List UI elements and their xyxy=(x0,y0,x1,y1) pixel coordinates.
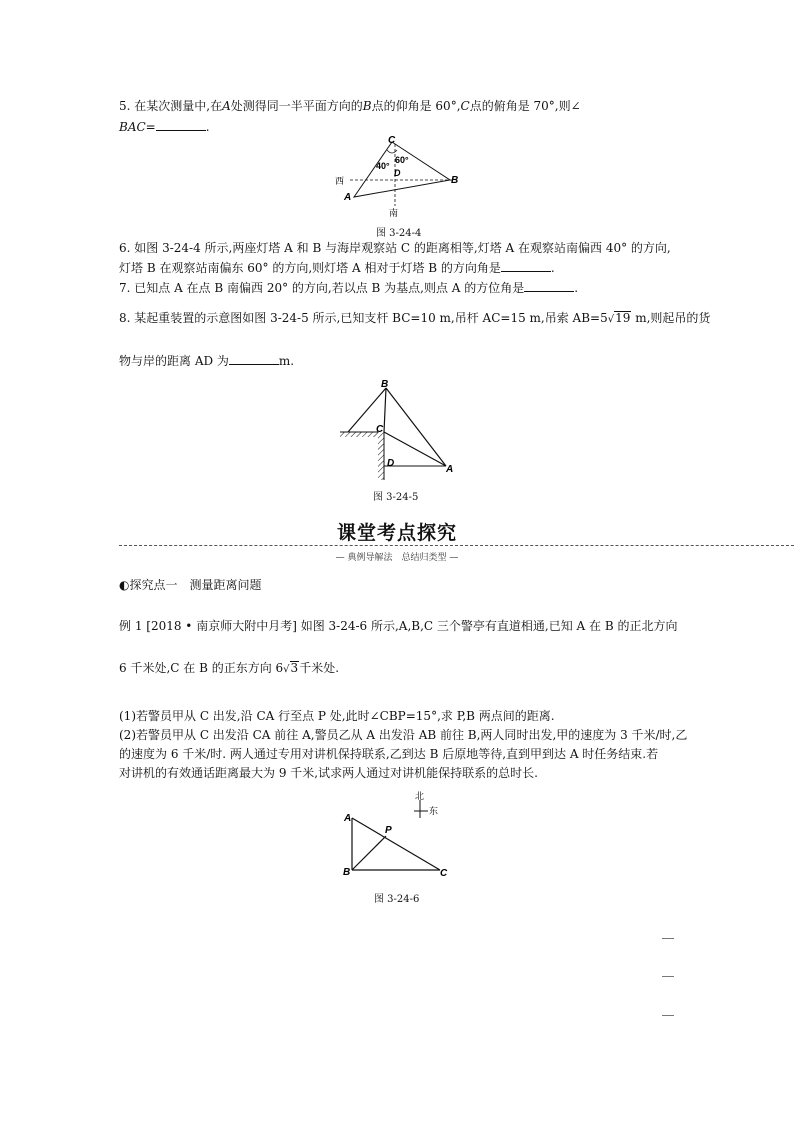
rope-ab xyxy=(386,388,446,466)
figure-caption: 图 3-24-6 xyxy=(374,894,420,905)
label-c: C xyxy=(376,424,384,435)
q6-period: . xyxy=(550,261,555,275)
support-bc xyxy=(384,388,386,432)
topic-bullet-icon: ◐ xyxy=(119,578,130,592)
margin-mark xyxy=(662,1015,674,1016)
example-1-line2 xyxy=(119,660,339,678)
q8-text: 物与岸的距离 AD 为 xyxy=(119,354,229,368)
label-c: C xyxy=(388,135,396,146)
figure-3-24-5 xyxy=(336,378,466,486)
compass-east-label: 东 xyxy=(429,806,439,816)
question-8-line1 xyxy=(119,310,710,328)
question-5-line2 xyxy=(119,118,210,135)
answer-blank[interactable] xyxy=(156,118,206,131)
margin-mark xyxy=(662,938,674,939)
q5-text: 处测得同一半平面方向的 xyxy=(230,99,363,113)
answer-blank[interactable] xyxy=(229,352,279,365)
sqrt-radicand: 3 xyxy=(290,661,299,675)
question-6-line1: 6. 如图 3-24-4 所示,两座灯塔 A 和 B 与海岸观察站 C 的距离相等,灯塔 A 在观察站南偏西 40° 的方向, xyxy=(119,241,671,255)
label-b: B xyxy=(343,867,351,878)
angle-arc xyxy=(387,150,397,153)
q5-text: 点的仰角是 60°, xyxy=(371,99,461,113)
example-text: 千米处. xyxy=(299,661,340,675)
example-part-2-line2: 的速度为 6 千米/时. 两人通过专用对讲机保持联系,乙到达 B 后原地等待,直到甲到达 A 时任务结束.若 xyxy=(119,747,659,761)
q7-text: 7. 已知点 A 在点 B 南偏西 20° 的方向,若以点 B 为基点,则点 A 的方位角是 xyxy=(119,281,525,295)
topic-label: 探究点一 测量距离问题 xyxy=(129,578,262,592)
segment-ac xyxy=(352,818,440,870)
question-7 xyxy=(119,279,578,296)
q5-point-c: C xyxy=(460,99,470,113)
margin-mark xyxy=(662,976,674,977)
triangle-acb xyxy=(354,142,450,197)
q5-period: . xyxy=(205,120,210,134)
figure-caption: 图 3-24-4 xyxy=(376,228,422,239)
label-b: B xyxy=(451,175,459,186)
q8-text: 8. 某起重装置的示意图如图 3-24-5 所示,已知支杆 BC=10 m,吊杆 AC=15 m,吊索 AB=5 xyxy=(119,311,608,325)
label-west: 西 xyxy=(335,176,345,186)
label-b: B xyxy=(381,379,389,390)
example-text: 6 千米处,C 在 B 的正东方向 6 xyxy=(119,661,284,675)
q7-period: . xyxy=(574,281,579,295)
label-d: D xyxy=(387,458,395,469)
label-c: C xyxy=(440,868,448,879)
q8-text: m. xyxy=(278,354,295,368)
q5-angle-label: BAC= xyxy=(119,120,156,134)
figure-3-24-6 xyxy=(338,788,458,884)
figure-caption: 图 3-24-5 xyxy=(373,492,419,503)
sqrt-sign: √ xyxy=(283,664,290,675)
q5-text: 5. 在某次测量中,在 xyxy=(119,99,223,113)
figure-3-24-4 xyxy=(330,134,470,224)
ground-hatch xyxy=(340,432,378,437)
q5-point-a: A xyxy=(222,99,231,113)
label-a: A xyxy=(446,464,454,475)
label-a: A xyxy=(344,192,352,203)
section-divider xyxy=(119,545,794,546)
question-6-line2 xyxy=(119,259,555,276)
q6-text: 灯塔 B 在观察站南偏东 60° 的方向,则灯塔 A 相对于灯塔 B 的方向角是 xyxy=(119,261,501,275)
compass-north-label: 北 xyxy=(415,791,425,801)
example-part-2-line3: 对讲机的有效通话距离最大为 9 千米,试求两人通过对讲机能保持联系的总时长. xyxy=(119,766,538,780)
question-8-line2 xyxy=(119,352,294,369)
example-1-line1: 例 1 [2018 • 南京师大附中月考] 如图 3-24-6 所示,A,B,C 三个警亭有直道相通,已知 A 在 B 的正北方向 xyxy=(119,619,678,633)
label-south: 南 xyxy=(389,208,399,218)
q5-point-b: B xyxy=(362,99,372,113)
label-d: D xyxy=(394,168,401,178)
label-60deg: 60° xyxy=(395,155,409,165)
question-5-line1 xyxy=(119,98,581,114)
sqrt-sign: √ xyxy=(607,314,615,325)
q5-text: 点的俯角是 70°,则∠ xyxy=(469,99,581,113)
example-part-2-line1: (2)若警员甲从 C 出发沿 CA 前往 A,警员乙从 A 出发沿 AB 前往 B,两人同时出发,甲的速度为 3 千米/时,乙 xyxy=(119,728,688,742)
label-40deg: 40° xyxy=(376,161,390,171)
section-title: 课堂考点探究 xyxy=(336,522,457,544)
example-part-1: (1)若警员甲从 C 出发,沿 CA 行至点 P 处,此时∠CBP=15°,求 P,B 两点间的距离. xyxy=(119,709,555,723)
label-p: P xyxy=(385,825,392,836)
segment-bp xyxy=(352,836,386,870)
topic-heading xyxy=(119,577,262,593)
label-a: A xyxy=(344,813,352,824)
sqrt-radicand: 19 xyxy=(615,311,631,325)
q8-text: m,则起吊的货 xyxy=(631,311,711,325)
wall-hatch xyxy=(378,432,384,480)
answer-blank[interactable] xyxy=(524,279,574,292)
section-subtitle: — 典例导解法 总结归类型 — xyxy=(335,553,459,563)
answer-blank[interactable] xyxy=(501,259,551,272)
